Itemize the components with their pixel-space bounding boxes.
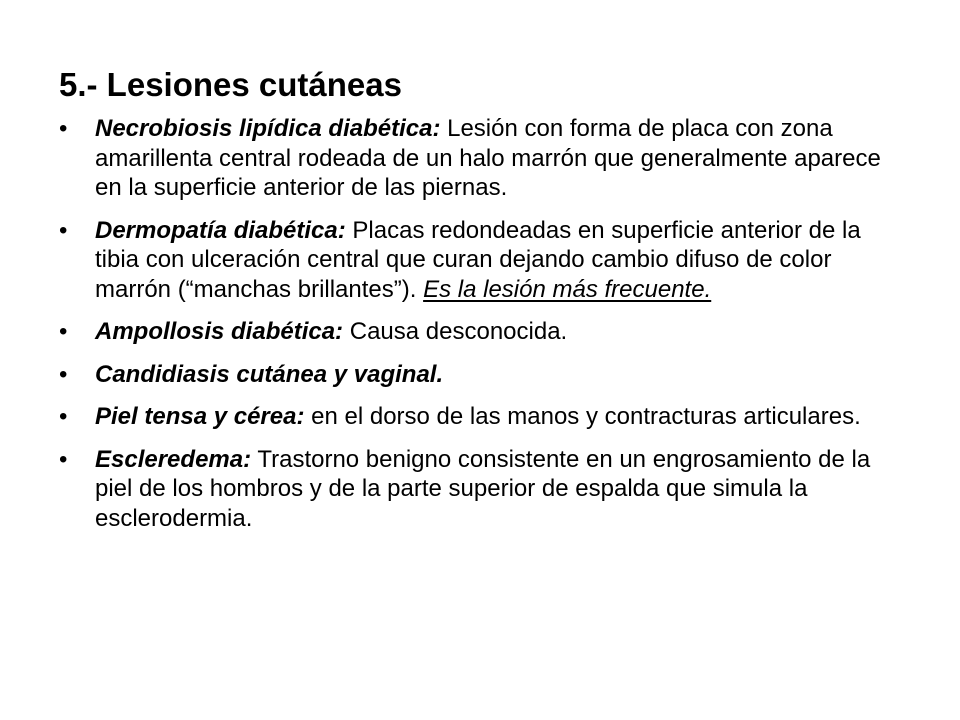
bullet-term: Necrobiosis lipídica diabética: — [95, 115, 441, 142]
bullet-item-candidiasis — [59, 360, 899, 390]
bullet-item-ampollosis — [59, 317, 899, 347]
bullet-text: en el dorso de las manos y contracturas articulares. — [304, 403, 861, 430]
bullet-item-piel-tensa — [59, 402, 899, 432]
bullet-term: Dermopatía diabética: — [95, 216, 346, 244]
bullet-icon: • — [59, 318, 68, 345]
bullet-text: Lesión con forma de placa con zona amarillenta central rodeada de un halo marrón que generalmente aparece en la superficie anterior de las piernas. — [95, 115, 881, 201]
bullet-icon: • — [59, 445, 68, 473]
bullet-icon: • — [59, 216, 68, 244]
slide-title: 5.- Lesiones cutáneas — [59, 66, 402, 103]
bullet-item-dermopatia — [59, 216, 899, 305]
bullet-icon: • — [59, 403, 68, 430]
bullet-item-escleredema — [59, 445, 899, 534]
bullet-term: Candidiasis cutánea y vaginal. — [95, 360, 444, 388]
bullet-list — [59, 114, 899, 546]
bullet-emphasis: Es la lesión más frecuente. — [423, 275, 712, 303]
bullet-icon: • — [59, 115, 68, 142]
bullet-text: Trastorno benigno consistente en un engrosamiento de la piel de los hombros y de la parte superior de espalda que simula la esclerodermia. — [95, 445, 871, 532]
bullet-icon: • — [59, 360, 68, 388]
bullet-term: Escleredema: — [95, 445, 252, 473]
bullet-item-necrobiosis — [59, 114, 899, 203]
bullet-text: Causa desconocida. — [343, 318, 568, 345]
bullet-term: Ampollosis diabética: — [95, 318, 344, 345]
bullet-text: Placas redondeadas en superficie anterior de la tibia con ulceración central que curan dejando cambio difuso de color marrón (“manchas brillantes”). — [95, 216, 861, 303]
bullet-term: Piel tensa y cérea: — [95, 403, 305, 430]
